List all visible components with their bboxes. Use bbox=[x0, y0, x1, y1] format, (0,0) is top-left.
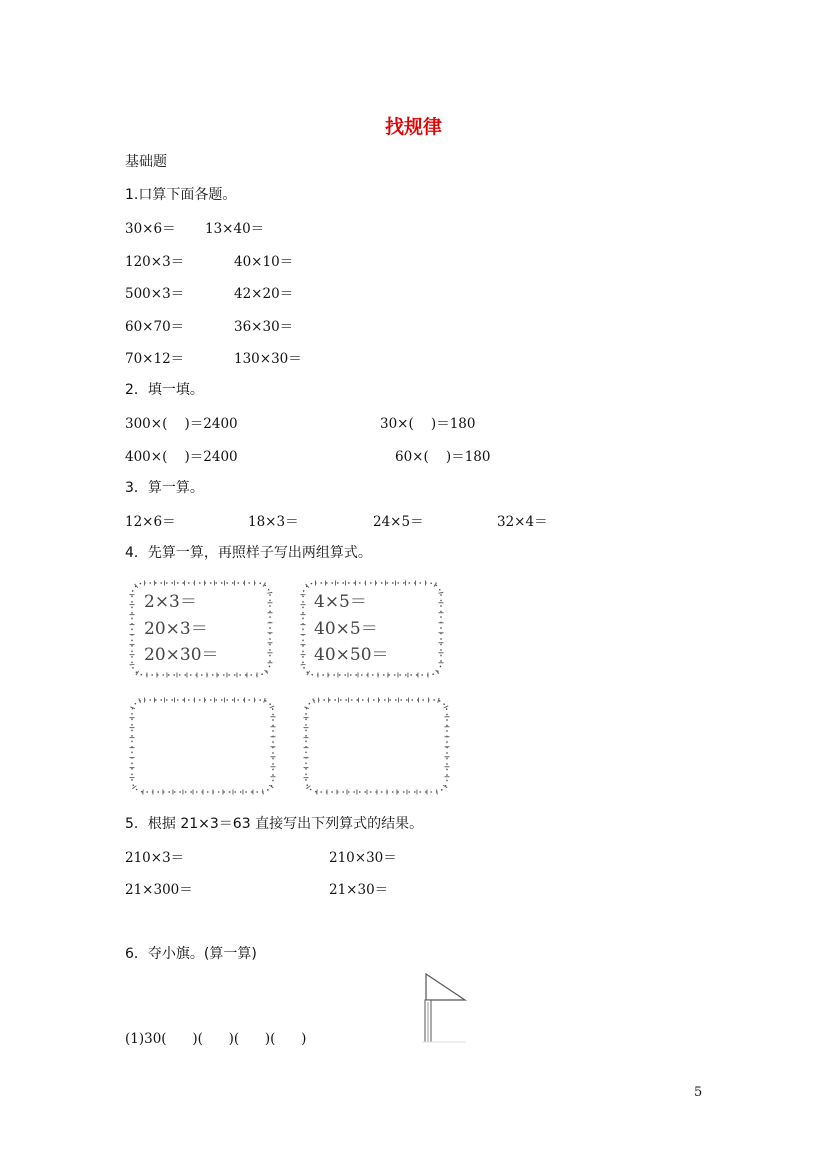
q3-item-2: 18×3＝ bbox=[248, 514, 299, 530]
q1-heading: 1.口算下面各题。 bbox=[125, 187, 237, 203]
q3-heading: 3．算一算。 bbox=[125, 480, 204, 496]
q2-heading: 2．填一填。 bbox=[125, 382, 204, 398]
box2-line-3: 40×50＝ bbox=[314, 645, 389, 665]
q2-row1-left: 300×( )＝2400 bbox=[125, 416, 238, 432]
q4-heading: 4．先算一算，再照样子写出两组算式。 bbox=[125, 545, 372, 561]
q2-row2-left: 400×( )＝2400 bbox=[125, 449, 238, 465]
q3-item-1: 12×6＝ bbox=[125, 514, 176, 530]
box1-line-3: 20×30＝ bbox=[144, 645, 219, 665]
q3-item-4: 32×4＝ bbox=[497, 514, 548, 530]
q6-heading: 6．夺小旗。(算一算) bbox=[125, 946, 257, 962]
q5-row2-left: 21×300＝ bbox=[125, 882, 193, 898]
q1-row2-left: 120×3＝ bbox=[125, 254, 185, 270]
q1-row4-right: 36×30＝ bbox=[234, 319, 294, 335]
q1-row3-right: 42×20＝ bbox=[234, 286, 294, 302]
q5-row1-right: 210×30＝ bbox=[329, 850, 397, 866]
q5-row1-left: 210×3＝ bbox=[125, 850, 185, 866]
q1-row5-right: 130×30＝ bbox=[234, 351, 302, 367]
q1-row4-left: 60×70＝ bbox=[125, 319, 185, 335]
answer-box-1[interactable] bbox=[131, 699, 274, 793]
q1-row3-left: 500×3＝ bbox=[125, 286, 185, 302]
answer-box-2[interactable] bbox=[305, 699, 448, 793]
box1-line-1: 2×3＝ bbox=[144, 592, 197, 612]
q2-row2-right: 60×( )＝180 bbox=[395, 449, 491, 465]
q1-row1-right: 13×40＝ bbox=[205, 221, 265, 237]
q5-row2-right: 21×30＝ bbox=[329, 882, 389, 898]
q1-row5-left: 70×12＝ bbox=[125, 351, 185, 367]
q1-row1-left: 30×6＝ bbox=[125, 221, 176, 237]
q5-heading: 5．根据 21×3＝63 直接写出下列算式的结果。 bbox=[125, 816, 424, 832]
example-box-2-content bbox=[314, 589, 389, 669]
page-title: 找规律 bbox=[384, 116, 442, 138]
q3-item-3: 24×5＝ bbox=[373, 514, 424, 530]
flag-icon bbox=[422, 972, 468, 1044]
box1-line-2: 20×3＝ bbox=[144, 618, 208, 639]
q1-row2-right: 40×10＝ bbox=[234, 254, 294, 270]
page-number: 5 bbox=[694, 1085, 703, 1100]
section-label: 基础题 bbox=[125, 154, 167, 170]
q6-line-1: (1)30( )( )( )( ) bbox=[125, 1031, 307, 1047]
box2-line-2: 40×5＝ bbox=[314, 618, 378, 639]
q2-row1-right: 30×( )＝180 bbox=[380, 416, 476, 432]
box2-line-1: 4×5＝ bbox=[314, 592, 367, 612]
example-box-1-content bbox=[144, 589, 219, 669]
